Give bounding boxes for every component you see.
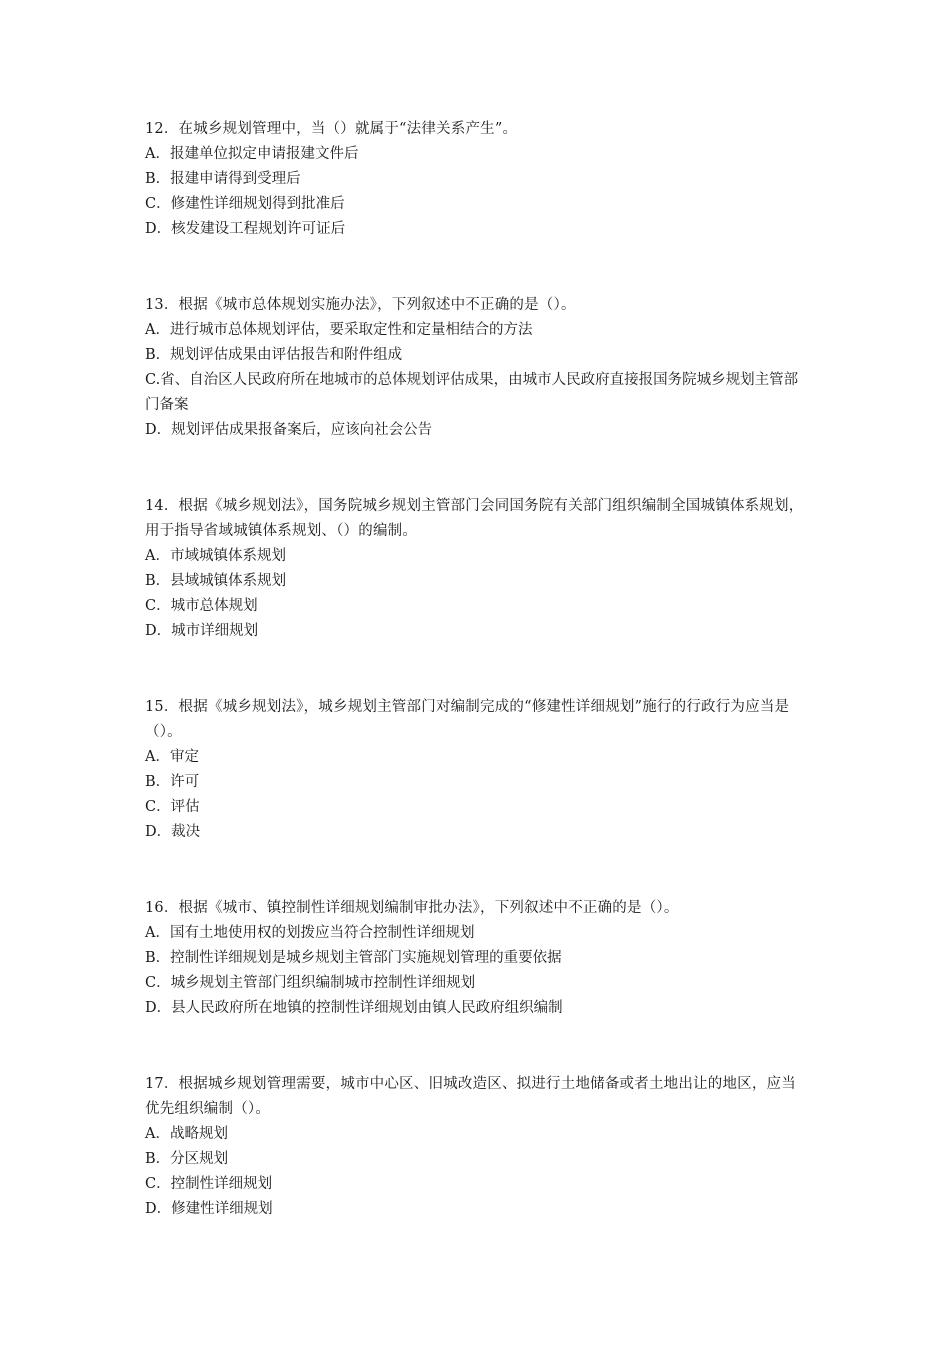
- option-d: D．修建性详细规划: [145, 1201, 273, 1217]
- question-stem: 16．根据《城市、镇控制性详细规划编制审批办法》，下列叙述中不正确的是（）。: [145, 900, 679, 916]
- question-17: [145, 1072, 810, 1222]
- question-stem: 17．根据城乡规划管理需要，城市中心区、旧城改造区、拟进行土地储备或者土地出让的地区，应当优先组织编制（）。: [145, 1076, 796, 1117]
- option-c: C．修建性详细规划得到批准后: [145, 196, 345, 212]
- option-d: D．核发建设工程规划许可证后: [145, 221, 346, 237]
- option-a: A．战略规划: [145, 1126, 228, 1142]
- question-stem: 12．在城乡规划管理中，当（）就属于“法律关系产生”。: [145, 121, 518, 137]
- option-c: C．城市总体规划: [145, 598, 258, 614]
- question-stem: 15．根据《城乡规划法》，城乡规划主管部门对编制完成的“修建性详细规划”施行的行政行为应当是（）。: [145, 699, 790, 740]
- option-d: D．裁决: [145, 824, 201, 840]
- question-15: [145, 695, 810, 845]
- option-a: A．进行城市总体规划评估，要采取定性和定量相结合的方法: [145, 322, 533, 338]
- option-c: C．城乡规划主管部门组织编制城市控制性详细规划: [145, 975, 476, 991]
- option-a: A．审定: [145, 749, 199, 765]
- question-12: [145, 117, 810, 242]
- question-stem: 14．根据《城乡规划法》，国务院城乡规划主管部门会同国务院有关部门组织编制全国城镇体系规划，用于指导省域城镇体系规划、（）的编制。: [145, 498, 804, 539]
- option-d: D．县人民政府所在地镇的控制性详细规划由镇人民政府组织编制: [145, 1000, 563, 1016]
- document-page: [145, 117, 810, 1273]
- option-b: B．规划评估成果由评估报告和附件组成: [145, 347, 403, 363]
- question-13: [145, 293, 810, 443]
- option-c: C．评估: [145, 799, 200, 815]
- option-b: B．控制性详细规划是城乡规划主管部门实施规划管理的重要依据: [145, 950, 562, 966]
- question-14: [145, 494, 810, 644]
- option-c: C.省、自治区人民政府所在地城市的总体规划评估成果，由城市人民政府直接报国务院城乡规划主管部门备案: [145, 372, 799, 413]
- question-stem: 13．根据《城市总体规划实施办法》，下列叙述中不正确的是（）。: [145, 297, 576, 313]
- option-b: B．分区规划: [145, 1151, 229, 1167]
- option-b: B．县域城镇体系规划: [145, 573, 287, 589]
- option-b: B．报建申请得到受理后: [145, 171, 301, 187]
- option-d: D．城市详细规划: [145, 623, 259, 639]
- question-16: [145, 896, 810, 1021]
- option-a: A．报建单位拟定申请报建文件后: [145, 146, 359, 162]
- option-a: A．国有土地使用权的划拨应当符合控制性详细规划: [145, 925, 475, 941]
- option-a: A．市域城镇体系规划: [145, 548, 286, 564]
- option-d: D．规划评估成果报备案后，应该向社会公告: [145, 422, 433, 438]
- option-c: C．控制性详细规划: [145, 1176, 273, 1192]
- option-b: B．许可: [145, 774, 200, 790]
